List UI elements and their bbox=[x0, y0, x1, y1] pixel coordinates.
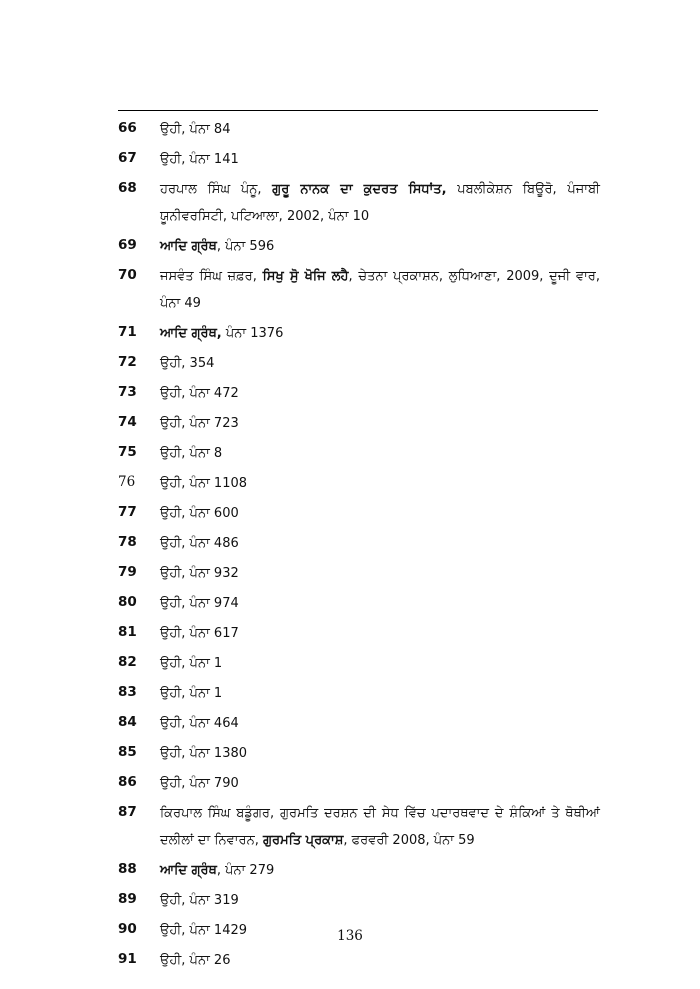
footnote-text bbox=[160, 440, 600, 467]
footnote-text bbox=[160, 263, 600, 317]
footnote-text bbox=[160, 770, 600, 797]
footnote-item bbox=[118, 857, 600, 884]
footnote-segment: ਉਹੀ, ਪੰਨਾ 319 bbox=[160, 893, 239, 908]
footnote-number: 86 bbox=[118, 774, 137, 790]
footnote-list bbox=[118, 116, 600, 977]
footnote-segment: ਉਹੀ, ਪੰਨਾ 26 bbox=[160, 953, 231, 968]
footnote-item bbox=[118, 770, 600, 797]
footnote-segment: , ਚੇਤਨਾ ਪ੍ਰਕਾਸ਼ਨ, ਲੁਧਿਆਣਾ, 2009, ਦੂਜੀ ਵਾਰ, ਪੰਨਾ 49 bbox=[160, 269, 600, 311]
footnote-number: 80 bbox=[118, 594, 137, 610]
footnote-segment: ਉਹੀ, ਪੰਨਾ 472 bbox=[160, 386, 239, 401]
footnote-item bbox=[118, 710, 600, 737]
footnote-item bbox=[118, 590, 600, 617]
footnote-text bbox=[160, 146, 600, 173]
footnote-item bbox=[118, 800, 600, 854]
footnote-text bbox=[160, 116, 600, 143]
footnote-item bbox=[118, 560, 600, 587]
footnote-segment: ਉਹੀ, 354 bbox=[160, 356, 215, 371]
footnote-segment: ਉਹੀ, ਪੰਨਾ 141 bbox=[160, 152, 239, 167]
footnote-text bbox=[160, 470, 600, 497]
footnote-title: ਗੁਰੂ ਨਾਨਕ ਦਾ ਕੁਦਰਤ ਸਿਧਾਂਤ, bbox=[272, 182, 447, 197]
footnote-segment: ਜਸਵੰਤ ਸਿੰਘ ਜ਼ਫ਼ਰ, bbox=[160, 269, 263, 284]
footnote-text bbox=[160, 947, 600, 974]
footnote-segment: ਪੰਨਾ 1376 bbox=[221, 326, 284, 341]
footnote-segment: , ਪੰਨਾ 279 bbox=[216, 863, 275, 878]
footnote-title: ਆਦਿ ਗ੍ਰੰਥ bbox=[160, 239, 217, 254]
footnote-item bbox=[118, 116, 600, 143]
footnote-item bbox=[118, 500, 600, 527]
footnote-segment: ਪਬਲੀਕੇਸ਼ਨ ਬਿਊਰੋ, ਪੰਜਾਬੀ ਯੂਨੀਵਰਸਿਟੀ, ਪਟਿਆਲਾ, 2002, ਪੰਨਾ 10 bbox=[160, 182, 600, 224]
footnote-text bbox=[160, 410, 600, 437]
footnote-item bbox=[118, 620, 600, 647]
footnote-text bbox=[160, 500, 600, 527]
footnote-text bbox=[160, 857, 600, 884]
footnote-number: 78 bbox=[118, 534, 137, 550]
footnote-segment: ਉਹੀ, ਪੰਨਾ 1380 bbox=[160, 746, 248, 761]
footnote-number: 81 bbox=[118, 624, 137, 640]
footnote-segment: ਉਹੀ, ਪੰਨਾ 1 bbox=[160, 656, 223, 671]
footnote-number: 79 bbox=[118, 564, 137, 580]
footnote-text bbox=[160, 320, 600, 347]
footnote-text bbox=[160, 800, 600, 854]
footnote-segment: ਉਹੀ, ਪੰਨਾ 600 bbox=[160, 506, 239, 521]
footnote-text bbox=[160, 530, 600, 557]
footnote-item bbox=[118, 176, 600, 230]
footnote-number: 84 bbox=[118, 714, 137, 730]
footnote-number: 89 bbox=[118, 891, 137, 907]
footnote-segment: ਉਹੀ, ਪੰਨਾ 1429 bbox=[160, 923, 248, 938]
footnote-number: 71 bbox=[118, 324, 137, 340]
footnote-title: ਆਦਿ ਗ੍ਰੰਥ bbox=[160, 863, 217, 878]
footnote-number: 85 bbox=[118, 744, 137, 760]
footnote-segment: , ਫਰਵਰੀ 2008, ਪੰਨਾ 59 bbox=[343, 833, 475, 848]
footnote-segment: ਉਹੀ, ਪੰਨਾ 486 bbox=[160, 536, 239, 551]
page-number: 136 bbox=[337, 928, 363, 944]
footnote-number: 90 bbox=[118, 921, 137, 937]
footnote-segment: ਉਹੀ, ਪੰਨਾ 84 bbox=[160, 122, 231, 137]
footnote-number: 67 bbox=[118, 150, 137, 166]
footnote-number: 77 bbox=[118, 504, 137, 520]
footnote-item bbox=[118, 410, 600, 437]
footnote-segment: ਉਹੀ, ਪੰਨਾ 790 bbox=[160, 776, 239, 791]
footnote-text bbox=[160, 350, 600, 377]
footnote-segment: ਹਰਪਾਲ ਸਿੰਘ ਪੰਨੂ, bbox=[160, 182, 273, 197]
footnote-item bbox=[118, 146, 600, 173]
footnote-item bbox=[118, 947, 600, 974]
footnote-title: ਸਿਖੁ ਸੁੋ ਖੋਜਿ ਲਹੈ bbox=[262, 269, 349, 284]
footnote-number: 88 bbox=[118, 861, 137, 877]
footnote-item bbox=[118, 320, 600, 347]
footnote-text bbox=[160, 740, 600, 767]
footnote-item bbox=[118, 350, 600, 377]
footnote-number: 68 bbox=[118, 180, 137, 196]
footnote-text bbox=[160, 590, 600, 617]
footnote-title: ਗੁਰਮਤਿ ਪ੍ਰਕਾਸ਼ bbox=[262, 833, 344, 848]
footnote-segment: , ਪੰਨਾ 596 bbox=[216, 239, 275, 254]
footnote-item bbox=[118, 680, 600, 707]
footnote-number: 82 bbox=[118, 654, 137, 670]
footnote-number: 69 bbox=[118, 237, 137, 253]
footnote-item bbox=[118, 650, 600, 677]
footnote-rule bbox=[118, 110, 598, 111]
footnote-item bbox=[118, 380, 600, 407]
footnote-number: 74 bbox=[118, 414, 137, 430]
footnote-segment: ਉਹੀ, ਪੰਨਾ 723 bbox=[160, 416, 239, 431]
footnote-text bbox=[160, 620, 600, 647]
footnote-number: 83 bbox=[118, 684, 137, 700]
footnote-item bbox=[118, 263, 600, 317]
footnote-number: 91 bbox=[118, 951, 137, 967]
footnote-text bbox=[160, 680, 600, 707]
footnote-item bbox=[118, 440, 600, 467]
footnote-text bbox=[160, 560, 600, 587]
footnote-segment: ਉਹੀ, ਪੰਨਾ 617 bbox=[160, 626, 239, 641]
footnote-number: 75 bbox=[118, 444, 137, 460]
footnote-segment: ਉਹੀ, ਪੰਨਾ 8 bbox=[160, 446, 223, 461]
footnote-item bbox=[118, 740, 600, 767]
footnote-number: 73 bbox=[118, 384, 137, 400]
footnote-segment: ਉਹੀ, ਪੰਨਾ 974 bbox=[160, 596, 239, 611]
footnote-number: 66 bbox=[118, 120, 137, 136]
footnote-number: 72 bbox=[118, 354, 137, 370]
footnote-text bbox=[160, 710, 600, 737]
footnote-segment: ਉਹੀ, ਪੰਨਾ 932 bbox=[160, 566, 239, 581]
footnote-text bbox=[160, 233, 600, 260]
footnote-segment: ਉਹੀ, ਪੰਨਾ 1108 bbox=[160, 476, 248, 491]
footnote-number: 70 bbox=[118, 267, 137, 283]
footnote-segment: ਉਹੀ, ਪੰਨਾ 1 bbox=[160, 686, 223, 701]
footnote-number: 87 bbox=[118, 804, 137, 820]
footnote-segment: ਕਿਰਪਾਲ ਸਿੰਘ ਬਡੂੰਗਰ, ਗੁਰਮਤਿ ਦਰਸ਼ਨ ਦੀ ਸੇਧ ਵਿੱਚ ਪਦਾਰਥਵਾਦ ਦੇ ਸ਼ੰਕਿਆਂ ਤੇ ਥੋਥੀਆਂ ਦਲੀਲਾਂ ਦਾ ਨਿਵਾਰਨ, bbox=[160, 806, 600, 848]
footnote-item bbox=[118, 233, 600, 260]
footnote-text bbox=[160, 176, 600, 230]
footnote-title: ਆਦਿ ਗ੍ਰੰਥ, bbox=[160, 326, 222, 341]
footnote-segment: ਉਹੀ, ਪੰਨਾ 464 bbox=[160, 716, 239, 731]
footnote-text bbox=[160, 887, 600, 914]
footnote-item bbox=[118, 530, 600, 557]
footnote-item bbox=[118, 887, 600, 914]
footnote-text bbox=[160, 650, 600, 677]
footnote-number: 76 bbox=[118, 474, 136, 490]
footnote-text bbox=[160, 380, 600, 407]
footnote-item bbox=[118, 470, 600, 497]
